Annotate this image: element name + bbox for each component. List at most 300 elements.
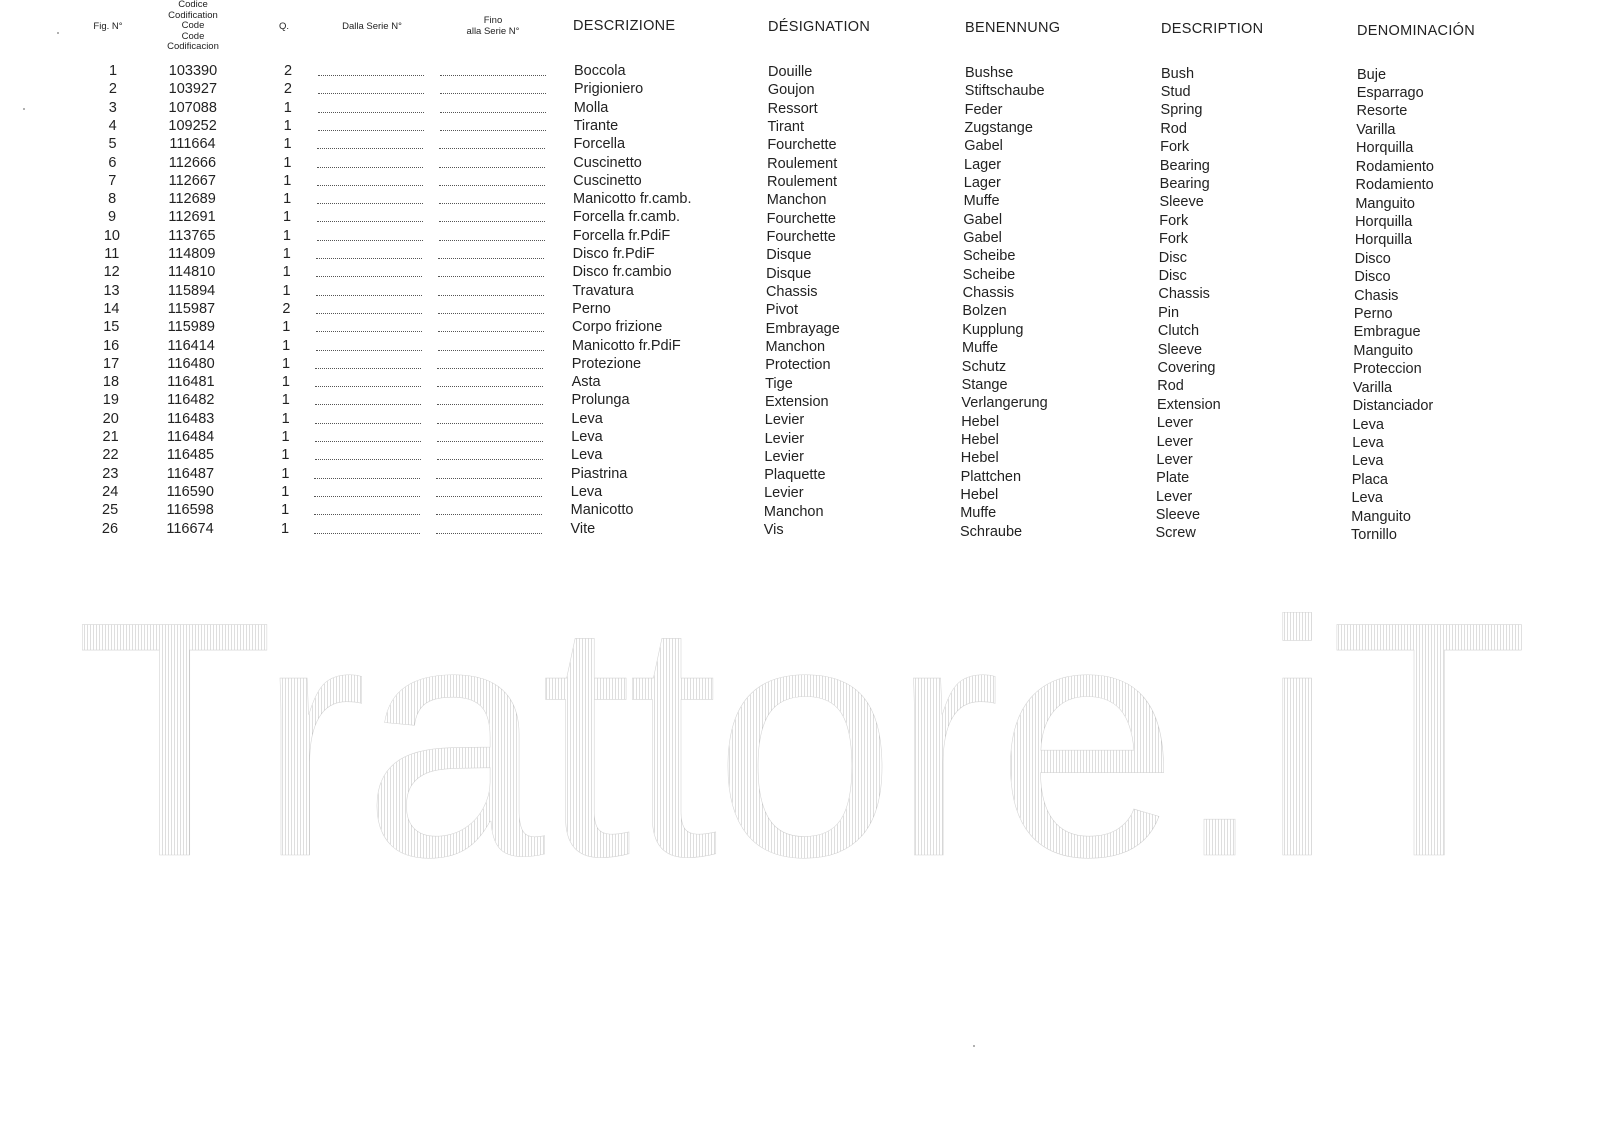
cell-desc-en: Fork — [1159, 231, 1189, 248]
from-serial-blank — [315, 458, 421, 460]
cell-code: 116590 — [166, 483, 214, 500]
cell-code: 109252 — [168, 117, 217, 134]
from-serial-blank — [314, 477, 420, 479]
cell-desc-en: Bearing — [1159, 176, 1210, 193]
cell-desc-es: Proteccion — [1353, 361, 1422, 378]
cell-desc-es: Varilla — [1352, 379, 1393, 396]
cell-desc-es: Disco — [1354, 250, 1391, 267]
cell-desc-de: Muffe — [963, 193, 1000, 210]
cell-fig: 23 — [102, 465, 119, 482]
cell-qty: 1 — [282, 264, 291, 281]
cell-desc-de: Hebel — [960, 450, 999, 467]
cell-desc-it: Perno — [572, 300, 611, 317]
cell-qty: 1 — [283, 154, 292, 171]
cell-code: 112666 — [168, 154, 217, 171]
cell-desc-it: Asta — [571, 374, 601, 391]
cell-desc-es: Horquilla — [1354, 232, 1413, 249]
scan-speck — [23, 108, 25, 110]
cell-qty: 1 — [282, 246, 291, 262]
cell-desc-en: Lever — [1156, 451, 1193, 468]
cell-desc-fr: Vis — [763, 522, 784, 539]
from-serial-blank — [315, 385, 421, 387]
cell-desc-es: Leva — [1352, 435, 1384, 451]
cell-code: 116484 — [166, 429, 215, 445]
cell-desc-en: Fork — [1159, 212, 1189, 229]
cell-desc-de: Hebel — [961, 432, 999, 448]
from-serial-blank — [315, 422, 421, 424]
cell-desc-fr: Fourchette — [767, 137, 837, 154]
to-serial-blank — [437, 440, 543, 442]
from-serial-blank — [318, 129, 424, 131]
cell-qty: 1 — [281, 392, 290, 409]
cell-desc-fr: Goujon — [767, 82, 815, 99]
table-row — [0, 337, 1600, 359]
table-row — [0, 135, 1600, 157]
cell-qty: 1 — [281, 465, 290, 482]
table-row — [0, 318, 1600, 341]
cell-fig: 20 — [102, 410, 119, 427]
cell-desc-es: Manguito — [1351, 508, 1411, 525]
cell-code: 116481 — [167, 374, 215, 391]
table-row — [0, 227, 1600, 249]
to-serial-blank — [438, 257, 544, 259]
cell-desc-fr: Manchon — [763, 503, 824, 520]
cell-desc-fr: Manchon — [766, 192, 827, 209]
cell-qty: 2 — [283, 63, 293, 79]
cell-desc-de: Kupplung — [962, 321, 1024, 338]
cell-desc-en: Bush — [1161, 65, 1195, 82]
table-row — [0, 428, 1600, 451]
cell-desc-it: Protezione — [571, 355, 642, 372]
cell-desc-en: Sleeve — [1159, 194, 1204, 211]
header-to-serial-line: alla Serie N° — [466, 25, 520, 37]
header-code-line: Codice — [178, 0, 208, 10]
to-serial-blank — [438, 330, 544, 332]
cell-fig: 5 — [108, 136, 117, 153]
cell-fig: 10 — [103, 227, 120, 244]
cell-desc-it: Cuscinetto — [573, 172, 642, 189]
cell-desc-it: Vite — [570, 520, 596, 537]
to-serial-blank — [439, 184, 545, 186]
cell-desc-es: Varilla — [1356, 121, 1396, 138]
cell-desc-en: Stud — [1160, 84, 1191, 101]
cell-fig: 11 — [104, 246, 120, 262]
cell-desc-de: Gabel — [963, 211, 1003, 228]
cell-desc-es: Tornillo — [1351, 527, 1397, 544]
cell-desc-fr: Disque — [766, 265, 812, 282]
from-serial-blank — [316, 294, 422, 296]
cell-desc-fr: Ressort — [767, 100, 818, 117]
to-serial-blank — [440, 111, 546, 113]
cell-fig: 14 — [103, 300, 120, 317]
table-row — [0, 391, 1600, 415]
from-serial-blank — [315, 403, 421, 405]
cell-qty: 1 — [281, 410, 290, 427]
cell-qty: 1 — [281, 429, 290, 445]
table-row — [0, 190, 1600, 212]
cell-code: 111664 — [169, 136, 216, 153]
cell-desc-en: Disc — [1158, 249, 1187, 266]
cell-desc-de: Hebel — [961, 413, 1000, 430]
cell-desc-it: Prigioniero — [573, 81, 644, 98]
cell-desc-fr: Fourchette — [766, 228, 836, 245]
from-serial-blank — [315, 367, 421, 369]
cell-fig: 13 — [103, 282, 120, 299]
from-serial-blank — [316, 275, 422, 277]
cell-code: 116598 — [166, 502, 214, 519]
cell-desc-it: Prolunga — [571, 392, 630, 409]
cell-desc-de: Muffe — [960, 505, 997, 522]
cell-desc-es: Buje — [1357, 66, 1387, 83]
cell-desc-de: Gabel — [963, 230, 1002, 247]
from-serial-blank — [317, 220, 423, 222]
cell-desc-de: Scheibe — [963, 248, 1016, 265]
header-code-line: Code — [181, 20, 205, 31]
to-serial-blank — [440, 92, 546, 94]
cell-qty: 1 — [282, 337, 291, 354]
cell-qty: 1 — [282, 355, 291, 372]
cell-desc-fr: Embrayage — [765, 320, 840, 337]
cell-desc-de: Gabel — [964, 138, 1003, 155]
cell-desc-es: Embrague — [1353, 324, 1421, 341]
cell-desc-de: Muffe — [962, 340, 999, 357]
cell-code: 116487 — [166, 465, 215, 482]
cell-desc-es: Esparrago — [1356, 85, 1424, 102]
cell-desc-es: Leva — [1351, 453, 1384, 470]
cell-desc-es: Manguito — [1355, 195, 1415, 212]
cell-fig: 19 — [102, 392, 119, 409]
cell-code: 115987 — [167, 300, 216, 317]
cell-fig: 9 — [107, 209, 117, 226]
to-serial-blank — [437, 458, 543, 460]
cell-qty: 2 — [282, 300, 291, 317]
to-serial-blank — [439, 220, 545, 222]
cell-desc-it: Travatura — [572, 282, 634, 299]
cell-desc-it: Leva — [570, 483, 603, 500]
cell-code: 115989 — [167, 319, 215, 336]
cell-desc-it: Forcella fr.camb. — [572, 209, 681, 226]
cell-desc-it: Molla — [573, 99, 609, 116]
cell-desc-fr: Manchon — [765, 338, 826, 355]
cell-desc-it: Leva — [571, 410, 603, 427]
table-row — [0, 99, 1600, 120]
cell-desc-en: Plate — [1156, 470, 1190, 487]
cell-qty: 1 — [282, 227, 291, 244]
cell-qty: 1 — [283, 99, 292, 116]
cell-desc-es: Rodamiento — [1355, 177, 1434, 194]
cell-fig: 12 — [103, 264, 120, 281]
cell-fig: 8 — [108, 191, 117, 208]
to-serial-blank — [436, 532, 542, 534]
cell-desc-es: Rodamiento — [1355, 158, 1434, 175]
to-serial-blank — [439, 239, 545, 241]
cell-desc-de: Scheibe — [962, 266, 1016, 283]
cell-desc-es: Leva — [1351, 490, 1383, 507]
cell-desc-en: Rod — [1160, 120, 1187, 137]
header-code-line: Code — [181, 30, 205, 42]
cell-fig: 21 — [102, 429, 119, 445]
cell-code: 113765 — [168, 227, 216, 244]
cell-desc-de: Lager — [964, 156, 1002, 173]
cell-desc-es: Disco — [1354, 269, 1391, 286]
cell-desc-it: Disco fr.cambio — [572, 264, 672, 281]
cell-fig: 16 — [103, 337, 120, 354]
table-row — [0, 263, 1600, 286]
cell-fig: 7 — [108, 172, 117, 189]
cell-code: 103390 — [168, 63, 218, 79]
to-serial-blank — [439, 166, 545, 168]
header-description: DESCRIPTION — [1161, 21, 1264, 37]
cell-desc-de: Chassis — [962, 285, 1015, 302]
header-designation: DÉSIGNATION — [768, 19, 871, 35]
cell-qty: 1 — [282, 209, 292, 226]
table-row — [0, 117, 1600, 138]
cell-desc-fr: Protection — [765, 357, 831, 374]
from-serial-blank — [316, 349, 422, 351]
from-serial-blank — [317, 239, 423, 241]
table-row — [0, 300, 1600, 323]
cell-desc-it: Tirante — [573, 117, 619, 134]
cell-desc-it: Forcella — [573, 136, 626, 153]
cell-desc-es: Leva — [1352, 416, 1384, 433]
cell-desc-es: Resorte — [1356, 103, 1408, 120]
cell-desc-de: Schutz — [961, 358, 1007, 375]
table-row — [0, 154, 1600, 175]
cell-qty: 1 — [283, 191, 292, 208]
table-row — [0, 245, 1600, 267]
header-to-serial — [448, 16, 538, 37]
cell-fig: 25 — [102, 502, 119, 519]
cell-code: 116482 — [167, 392, 215, 409]
scan-speck — [57, 32, 59, 34]
to-serial-blank — [439, 147, 545, 149]
table-row — [0, 483, 1600, 507]
cell-fig: 2 — [108, 81, 117, 98]
cell-desc-es: Placa — [1351, 471, 1388, 488]
cell-desc-fr: Fourchette — [766, 210, 836, 227]
to-serial-blank — [440, 74, 546, 76]
cell-code: 116480 — [167, 355, 215, 372]
table-row — [0, 520, 1600, 544]
to-serial-blank — [437, 385, 543, 387]
cell-desc-en: Covering — [1157, 359, 1216, 376]
cell-desc-en: Rod — [1157, 378, 1184, 395]
cell-desc-fr: Roulement — [766, 173, 838, 190]
cell-qty: 1 — [281, 374, 290, 391]
cell-desc-de: Feder — [964, 101, 1003, 118]
cell-desc-it: Forcella fr.PdiF — [572, 227, 671, 244]
header-from-serial: Dalla Serie N° — [342, 21, 402, 32]
cell-qty: 1 — [281, 447, 290, 464]
from-serial-blank — [315, 440, 421, 442]
to-serial-blank — [436, 513, 542, 515]
cell-desc-it: Corpo frizione — [572, 319, 663, 336]
table-row — [0, 501, 1600, 525]
cell-code: 116674 — [166, 520, 214, 537]
header-to-serial-line: Fino — [483, 15, 503, 26]
cell-fig: 17 — [103, 355, 120, 372]
table-row — [0, 62, 1600, 83]
from-serial-blank — [318, 74, 424, 76]
cell-code: 116485 — [166, 447, 215, 464]
cell-fig: 4 — [108, 117, 117, 134]
cell-code: 114810 — [168, 264, 216, 281]
table-row — [0, 355, 1600, 378]
cell-desc-en: Sleeve — [1157, 341, 1203, 358]
to-serial-blank — [436, 477, 542, 479]
table-row — [0, 373, 1600, 396]
cell-desc-es: Chasis — [1354, 287, 1399, 304]
from-serial-blank — [316, 330, 422, 332]
cell-desc-it: Boccola — [574, 63, 626, 79]
cell-fig: 24 — [102, 483, 119, 500]
cell-desc-it: Manicotto fr.camb. — [573, 191, 692, 208]
table-row — [0, 80, 1600, 102]
cell-desc-de: Stange — [961, 376, 1008, 393]
from-serial-blank — [317, 202, 423, 204]
cell-desc-fr: Chassis — [765, 283, 818, 300]
cell-code: 103927 — [168, 81, 218, 98]
cell-desc-en: Screw — [1155, 525, 1196, 542]
cell-qty: 1 — [283, 117, 292, 134]
to-serial-blank — [437, 422, 543, 424]
to-serial-blank — [438, 294, 544, 296]
cell-desc-fr: Tige — [765, 375, 793, 392]
cell-desc-it: Cuscinetto — [573, 154, 642, 171]
cell-code: 112689 — [168, 191, 216, 208]
from-serial-blank — [314, 495, 420, 497]
cell-desc-fr: Levier — [764, 448, 804, 465]
from-serial-blank — [318, 92, 424, 94]
cell-desc-fr: Extension — [764, 393, 829, 410]
cell-desc-fr: Tirant — [767, 118, 805, 135]
cell-qty: 1 — [280, 520, 290, 537]
to-serial-blank — [437, 403, 543, 405]
cell-desc-de: Schraube — [960, 523, 1023, 540]
cell-desc-es: Manguito — [1353, 342, 1414, 359]
cell-desc-it: Piastrina — [570, 465, 628, 482]
header-qty: Q. — [278, 21, 290, 32]
cell-desc-fr: Pivot — [765, 302, 799, 319]
cell-fig: 22 — [102, 447, 119, 464]
to-serial-blank — [438, 275, 544, 277]
from-serial-blank — [316, 312, 422, 314]
to-serial-blank — [436, 495, 542, 497]
cell-desc-en: Sleeve — [1155, 507, 1201, 524]
cell-qty: 1 — [281, 502, 290, 519]
cell-desc-de: Bushse — [965, 64, 1014, 81]
cell-fig: 15 — [103, 319, 120, 336]
from-serial-blank — [317, 166, 423, 168]
header-descrizione: DESCRIZIONE — [573, 18, 676, 34]
cell-desc-fr: Plaquette — [764, 467, 826, 484]
cell-fig: 1 — [108, 63, 118, 79]
table-row — [0, 208, 1600, 230]
cell-desc-en: Bearing — [1159, 157, 1210, 174]
cell-desc-fr: Disque — [766, 247, 812, 264]
cell-fig: 6 — [108, 154, 117, 171]
header-benennung: BENENNUNG — [965, 20, 1061, 36]
cell-qty: 1 — [282, 282, 291, 299]
watermark-text: Trattore.iT — [75, 552, 1525, 926]
cell-desc-en: Fork — [1160, 139, 1190, 156]
cell-desc-it: Manicotto — [570, 502, 634, 519]
cell-desc-en: Lever — [1155, 488, 1193, 505]
table-row — [0, 282, 1600, 304]
cell-desc-it: Leva — [571, 447, 603, 464]
header-fig: Fig. N° — [93, 21, 123, 32]
from-serial-blank — [317, 147, 423, 149]
cell-desc-de: Bolzen — [962, 303, 1007, 320]
from-serial-blank — [316, 257, 422, 259]
cell-desc-de: Hebel — [960, 487, 999, 504]
cell-qty: 1 — [283, 136, 292, 153]
cell-qty: 1 — [282, 319, 291, 336]
cell-code: 116414 — [167, 337, 215, 354]
cell-desc-en: Spring — [1160, 102, 1203, 119]
cell-desc-de: Lager — [963, 174, 1001, 191]
header-code — [148, 0, 238, 53]
cell-desc-it: Leva — [571, 429, 603, 445]
to-serial-blank — [439, 202, 545, 204]
from-serial-blank — [314, 532, 420, 534]
cell-code: 112691 — [168, 209, 216, 226]
cell-code: 114809 — [168, 246, 216, 262]
table-row — [0, 446, 1600, 470]
cell-desc-es: Perno — [1353, 306, 1393, 323]
cell-desc-de: Plattchen — [960, 468, 1022, 485]
cell-desc-fr: Levier — [764, 485, 804, 502]
cell-desc-de: Zugstange — [964, 119, 1033, 136]
to-serial-blank — [438, 349, 544, 351]
cell-desc-de: Verlangerung — [961, 395, 1048, 412]
header-denominacion: DENOMINACIÓN — [1357, 23, 1475, 39]
cell-desc-de: Stiftschaube — [964, 83, 1045, 100]
cell-code: 115894 — [167, 282, 216, 299]
cell-desc-es: Distanciador — [1352, 398, 1434, 415]
cell-desc-fr: Douille — [768, 63, 813, 80]
to-serial-blank — [437, 367, 543, 369]
header-code-line: Codificacion — [167, 41, 219, 52]
to-serial-blank — [438, 312, 544, 314]
cell-desc-en: Extension — [1157, 396, 1221, 413]
cell-desc-es: Horquilla — [1356, 140, 1414, 157]
cell-desc-en: Disc — [1158, 267, 1187, 284]
cell-desc-en: Lever — [1156, 415, 1194, 432]
cell-qty: 1 — [281, 483, 290, 500]
table-row — [0, 465, 1600, 488]
cell-qty: 2 — [283, 81, 292, 98]
cell-desc-en: Chassis — [1158, 286, 1210, 303]
table-row — [0, 410, 1600, 433]
from-serial-blank — [314, 513, 420, 515]
cell-code: 116483 — [167, 410, 215, 427]
cell-fig: 26 — [101, 520, 119, 537]
from-serial-blank — [317, 184, 423, 186]
cell-desc-fr: Levier — [764, 430, 805, 447]
to-serial-blank — [440, 129, 546, 131]
cell-desc-it: Manicotto fr.PdiF — [571, 337, 681, 354]
cell-qty: 1 — [283, 172, 292, 189]
from-serial-blank — [318, 111, 424, 113]
cell-fig: 18 — [102, 374, 120, 391]
cell-desc-fr: Roulement — [767, 155, 838, 172]
cell-fig: 3 — [108, 99, 117, 116]
cell-desc-en: Pin — [1158, 304, 1180, 321]
cell-desc-it: Disco fr.PdiF — [572, 246, 655, 262]
table-row — [0, 172, 1600, 194]
cell-code: 107088 — [168, 99, 217, 116]
